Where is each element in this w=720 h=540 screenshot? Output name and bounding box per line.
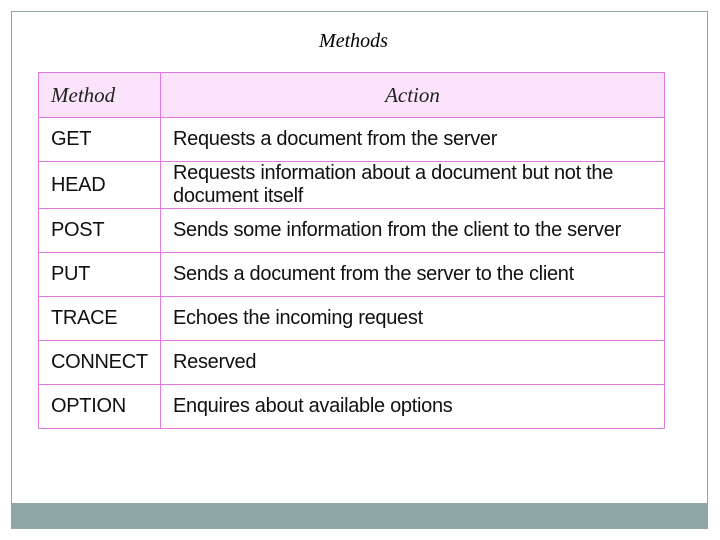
methods-table bbox=[38, 72, 665, 429]
column-header-method: Method bbox=[39, 73, 161, 118]
action-cell: Sends a document from the server to the client bbox=[161, 253, 665, 297]
method-cell: PUT bbox=[39, 253, 161, 297]
action-cell: Requests information about a document but not the document itself bbox=[161, 162, 665, 209]
table-row bbox=[39, 162, 665, 209]
table-row bbox=[39, 385, 665, 429]
table-row bbox=[39, 253, 665, 297]
table-header-row bbox=[39, 73, 665, 118]
table-row bbox=[39, 297, 665, 341]
method-cell: POST bbox=[39, 209, 161, 253]
table-row bbox=[39, 341, 665, 385]
table-row bbox=[39, 118, 665, 162]
action-cell: Sends some information from the client to the server bbox=[161, 209, 665, 253]
table-row bbox=[39, 209, 665, 253]
column-header-action: Action bbox=[161, 73, 665, 118]
method-cell: OPTION bbox=[39, 385, 161, 429]
footer-bar bbox=[11, 503, 708, 529]
slide-title: Methods bbox=[319, 30, 388, 52]
action-cell: Reserved bbox=[161, 341, 665, 385]
method-cell: HEAD bbox=[39, 162, 161, 209]
action-cell: Echoes the incoming request bbox=[161, 297, 665, 341]
action-cell: Requests a document from the server bbox=[161, 118, 665, 162]
method-cell: GET bbox=[39, 118, 161, 162]
method-cell: TRACE bbox=[39, 297, 161, 341]
method-cell: CONNECT bbox=[39, 341, 161, 385]
action-cell: Enquires about available options bbox=[161, 385, 665, 429]
